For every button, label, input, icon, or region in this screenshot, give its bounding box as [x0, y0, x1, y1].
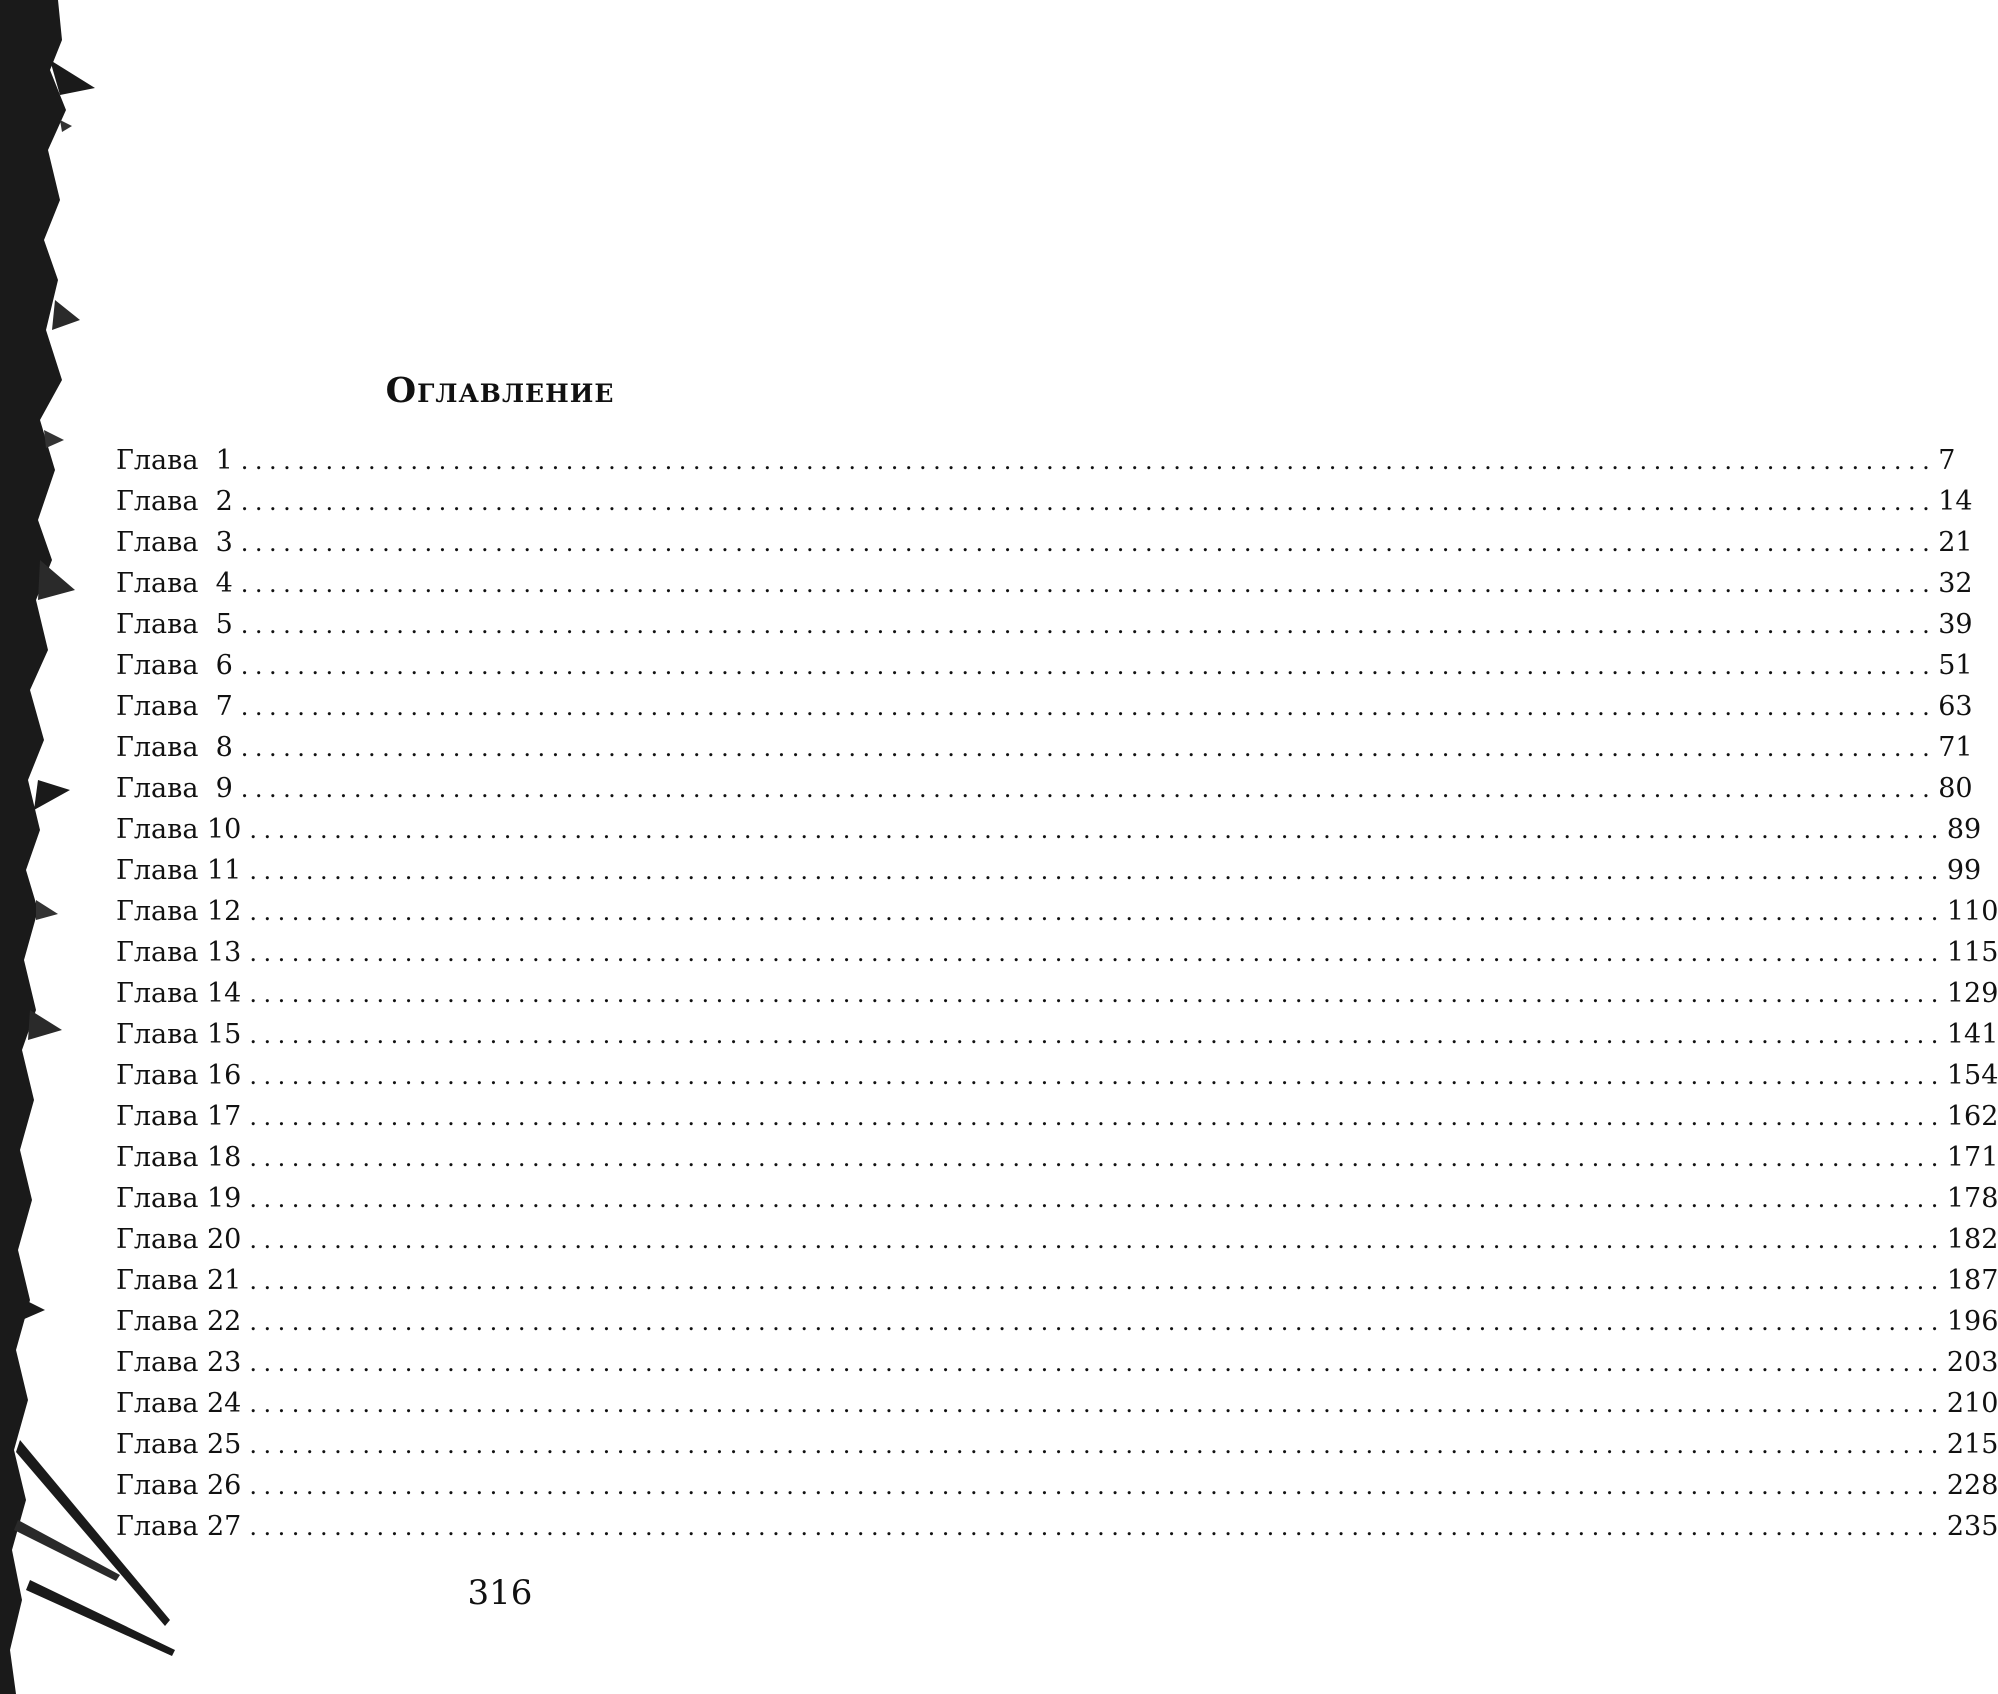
toc-entry-label: Глава 10 [116, 814, 242, 845]
toc-entry-page: 39 [1938, 609, 1973, 640]
toc-dot-leader: ........................................................................................................................ [249, 1267, 1945, 1295]
toc-entry-label: Глава 3 [116, 527, 233, 558]
page-title: Оглавление [385, 370, 615, 412]
toc-entry [116, 809, 1982, 850]
toc-entry-page: 63 [1938, 691, 1973, 722]
toc-entry-page: 51 [1938, 650, 1973, 681]
toc-entry-page: 7 [1938, 445, 1956, 476]
toc-entry [116, 891, 1998, 932]
toc-entry-page: 21 [1938, 527, 1973, 558]
toc-dot-leader: ........................................................................................................................ [249, 816, 1945, 844]
toc-dot-leader: ........................................................................................................................ [249, 1308, 1945, 1336]
toc-entry [116, 645, 1973, 686]
toc-dot-leader: ........................................................................................................................ [249, 1226, 1945, 1254]
toc-entry [116, 1014, 1998, 1055]
toc-entry [116, 481, 1973, 522]
toc-dot-leader: ........................................................................................................................ [249, 1349, 1945, 1377]
toc-entry [116, 1465, 1998, 1506]
toc-dot-leader: ........................................................................................................................ [249, 1185, 1945, 1213]
toc-dot-leader: ........................................................................................................................ [240, 693, 1937, 721]
toc-entry-page: 228 [1946, 1470, 1998, 1501]
toc-dot-leader: ........................................................................................................................ [249, 1144, 1945, 1172]
toc-entry-label: Глава 5 [116, 609, 233, 640]
toc-entry [116, 1096, 1998, 1137]
toc-entry [116, 1055, 1998, 1096]
toc-entry-label: Глава 19 [116, 1183, 242, 1214]
toc-entry-page: 182 [1946, 1224, 1998, 1255]
toc-dot-leader: ........................................................................................................................ [249, 1103, 1945, 1131]
toc-entry-label: Глава 14 [116, 978, 242, 1009]
toc-entry-page: 14 [1938, 486, 1973, 517]
toc-entry [116, 932, 1998, 973]
toc-entry [116, 1301, 1998, 1342]
toc-dot-leader: ........................................................................................................................ [240, 775, 1937, 803]
toc-dot-leader: ........................................................................................................................ [249, 980, 1945, 1008]
toc-entry-page: 32 [1938, 568, 1973, 599]
toc-dot-leader: ........................................................................................................................ [240, 734, 1937, 762]
toc-entry [116, 1178, 1998, 1219]
toc-entry [116, 850, 1982, 891]
toc-entry-label: Глава 2 [116, 486, 233, 517]
toc-entry-label: Глава 8 [116, 732, 233, 763]
table-of-contents [116, 440, 1998, 1547]
toc-dot-leader: ........................................................................................................................ [249, 857, 1945, 885]
toc-entry [116, 768, 1973, 809]
toc-entry [116, 440, 1956, 481]
toc-entry [116, 973, 1998, 1014]
toc-entry-label: Глава 6 [116, 650, 233, 681]
toc-entry-label: Глава 16 [116, 1060, 242, 1091]
toc-entry-page: 171 [1946, 1142, 1998, 1173]
toc-dot-leader: ........................................................................................................................ [249, 1021, 1945, 1049]
toc-entry [116, 686, 1973, 727]
toc-entry-label: Глава 1 [116, 445, 233, 476]
toc-dot-leader: ........................................................................................................................ [240, 652, 1937, 680]
toc-entry-label: Глава 23 [116, 1347, 242, 1378]
toc-entry-label: Глава 7 [116, 691, 233, 722]
toc-entry [116, 727, 1973, 768]
toc-entry-page: 80 [1938, 773, 1973, 804]
toc-entry-page: 110 [1946, 896, 1998, 927]
toc-entry-label: Глава 15 [116, 1019, 242, 1050]
toc-entry [116, 522, 1973, 563]
toc-entry-label: Глава 22 [116, 1306, 242, 1337]
toc-entry-page: 203 [1946, 1347, 1998, 1378]
toc-entry-page: 71 [1938, 732, 1973, 763]
toc-entry-label: Глава 26 [116, 1470, 242, 1501]
toc-dot-leader: ........................................................................................................................ [249, 898, 1945, 926]
toc-entry [116, 604, 1973, 645]
toc-entry [116, 1219, 1998, 1260]
toc-dot-leader: ........................................................................................................................ [249, 1431, 1945, 1459]
toc-dot-leader: ........................................................................................................................ [240, 611, 1937, 639]
toc-entry-page: 154 [1946, 1060, 1998, 1091]
toc-entry-page: 162 [1946, 1101, 1998, 1132]
toc-entry [116, 1137, 1998, 1178]
toc-entry-label: Глава 17 [116, 1101, 242, 1132]
toc-entry-label: Глава 13 [116, 937, 242, 968]
toc-entry-page: 141 [1946, 1019, 1998, 1050]
page-number: 316 [467, 1573, 533, 1613]
toc-dot-leader: ........................................................................................................................ [240, 529, 1937, 557]
toc-entry-page: 210 [1946, 1388, 1998, 1419]
toc-entry-label: Глава 4 [116, 568, 233, 599]
toc-entry [116, 563, 1973, 604]
toc-entry-page: 235 [1946, 1511, 1998, 1542]
toc-dot-leader: ........................................................................................................................ [249, 1472, 1945, 1500]
toc-entry-page: 89 [1946, 814, 1982, 845]
toc-entry-page: 99 [1946, 855, 1982, 886]
toc-entry-page: 196 [1946, 1306, 1998, 1337]
toc-entry-label: Глава 27 [116, 1511, 242, 1542]
toc-entry-page: 115 [1946, 937, 1998, 968]
toc-entry-page: 187 [1946, 1265, 1998, 1296]
toc-entry-label: Глава 25 [116, 1429, 242, 1460]
toc-entry-label: Глава 21 [116, 1265, 242, 1296]
toc-entry-page: 215 [1946, 1429, 1998, 1460]
toc-entry-page: 178 [1946, 1183, 1998, 1214]
toc-entry-label: Глава 9 [116, 773, 233, 804]
toc-entry-page: 129 [1946, 978, 1998, 1009]
toc-entry-label: Глава 12 [116, 896, 242, 927]
toc-entry-label: Глава 24 [116, 1388, 242, 1419]
toc-entry [116, 1342, 1998, 1383]
toc-dot-leader: ........................................................................................................................ [249, 1513, 1945, 1541]
toc-entry-label: Глава 20 [116, 1224, 242, 1255]
toc-dot-leader: ........................................................................................................................ [240, 488, 1937, 516]
toc-entry [116, 1383, 1998, 1424]
toc-entry [116, 1506, 1998, 1547]
toc-dot-leader: ........................................................................................................................ [249, 939, 1945, 967]
toc-entry-label: Глава 11 [116, 855, 242, 886]
toc-entry-label: Глава 18 [116, 1142, 242, 1173]
toc-entry [116, 1260, 1998, 1301]
toc-dot-leader: ........................................................................................................................ [249, 1062, 1945, 1090]
toc-dot-leader: ........................................................................................................................ [249, 1390, 1945, 1418]
toc-entry [116, 1424, 1998, 1465]
toc-dot-leader: ........................................................................................................................ [240, 447, 1937, 475]
toc-dot-leader: ........................................................................................................................ [240, 570, 1937, 598]
